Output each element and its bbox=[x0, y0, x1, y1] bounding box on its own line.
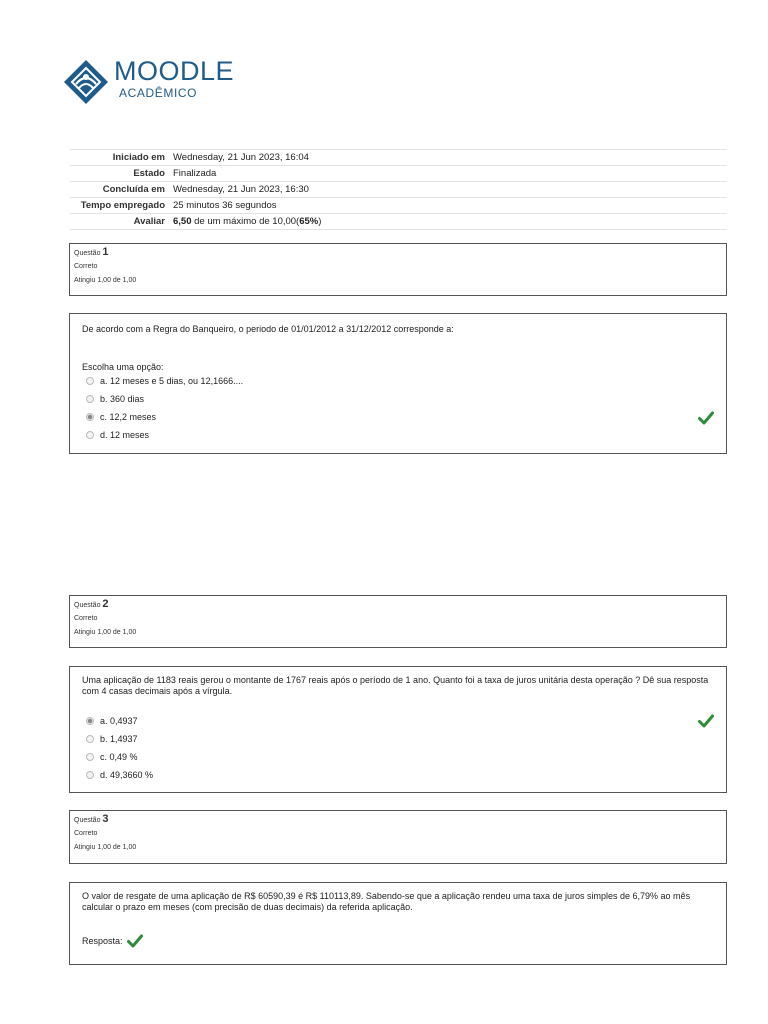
option-label: d. 12 meses bbox=[100, 430, 150, 440]
summary-label: Concluída em bbox=[70, 182, 169, 198]
question-text: Uma aplicação de 1183 reais gerou o montante de 1767 reais após o período de 1 ano. Quanto foi a taxa de juros unitária desta operação ? Dê sua resposta com 4 casas decimais após a vírgula. bbox=[82, 675, 709, 696]
option-label: a. 12 meses e 5 dias, ou 12,1666.... bbox=[100, 376, 244, 386]
logo-subtitle: ACADÊMICO bbox=[119, 86, 198, 100]
summary-row bbox=[70, 166, 727, 182]
question-status: Correto bbox=[74, 830, 98, 837]
answer-option[interactable] bbox=[86, 766, 153, 784]
summary-grade-value bbox=[169, 214, 727, 230]
check-icon bbox=[127, 934, 143, 948]
answer-options bbox=[86, 372, 243, 444]
answer-option[interactable] bbox=[86, 408, 243, 426]
summary-label: Iniciado em bbox=[70, 150, 169, 166]
radio-button-selected[interactable] bbox=[86, 717, 94, 725]
moodle-logo-icon bbox=[62, 58, 110, 106]
question-grade: Atingiu 1,00 de 1,00 bbox=[74, 629, 137, 636]
option-label: d. 49,3660 % bbox=[100, 770, 154, 780]
question-text: O valor de resgate de uma aplicação de R$ 60590,39 é R$ 110113,89. Sabendo-se que a aplicação rendeu uma taxa de juros simples de 6,79% ao mês calcular o prazo em meses (com precisão de duas decimais) da referida aplicação. bbox=[82, 891, 691, 912]
question-grade: Atingiu 1,00 de 1,00 bbox=[74, 277, 137, 284]
question-label: Questão bbox=[74, 817, 101, 824]
radio-button-selected[interactable] bbox=[86, 413, 94, 421]
option-label: a. 0,4937 bbox=[100, 716, 138, 726]
question-1-info bbox=[69, 243, 727, 296]
summary-label: Tempo empregado bbox=[70, 198, 169, 214]
grade-score: 6,50 bbox=[173, 216, 192, 227]
question-number-line bbox=[74, 246, 722, 260]
summary-row bbox=[70, 182, 727, 198]
summary-row bbox=[70, 150, 727, 166]
answer-option[interactable] bbox=[86, 426, 243, 444]
grade-percent: 65% bbox=[299, 216, 319, 227]
radio-button[interactable] bbox=[86, 431, 94, 439]
question-grade: Atingiu 1,00 de 1,00 bbox=[74, 844, 137, 851]
question-label: Questão bbox=[74, 602, 101, 609]
answer-options bbox=[86, 712, 153, 784]
question-number-line bbox=[74, 598, 722, 612]
answer-label: Resposta: bbox=[82, 936, 123, 946]
answer-option[interactable] bbox=[86, 390, 243, 408]
summary-value: Wednesday, 21 Jun 2023, 16:04 bbox=[169, 150, 727, 166]
question-number: 3 bbox=[102, 813, 109, 825]
summary-value: 25 minutos 36 segundos bbox=[169, 198, 727, 214]
radio-button[interactable] bbox=[86, 771, 94, 779]
question-status: Correto bbox=[74, 615, 98, 622]
answer-option[interactable] bbox=[86, 712, 153, 730]
question-3-content bbox=[69, 882, 727, 965]
summary-value: Finalizada bbox=[169, 166, 727, 182]
question-number-line bbox=[74, 813, 722, 827]
summary-row bbox=[70, 198, 727, 214]
radio-button[interactable] bbox=[86, 395, 94, 403]
radio-button[interactable] bbox=[86, 735, 94, 743]
summary-row bbox=[70, 214, 727, 230]
check-icon bbox=[698, 714, 714, 728]
option-label: b. 1,4937 bbox=[100, 734, 138, 744]
check-icon bbox=[698, 411, 714, 425]
summary-value: Wednesday, 21 Jun 2023, 16:30 bbox=[169, 182, 727, 198]
question-2-info bbox=[69, 595, 727, 648]
answer-option[interactable] bbox=[86, 372, 243, 390]
question-status: Correto bbox=[74, 263, 98, 270]
question-label: Questão bbox=[74, 250, 101, 257]
answer-option[interactable] bbox=[86, 730, 153, 748]
question-text: De acordo com a Regra do Banqueiro, o periodo de 01/01/2012 a 31/12/2012 corresponde a: bbox=[82, 324, 454, 334]
radio-button[interactable] bbox=[86, 377, 94, 385]
question-3-info bbox=[69, 810, 727, 864]
logo-title: MOODLE bbox=[114, 56, 235, 86]
summary-label: Estado bbox=[70, 166, 169, 182]
attempt-summary-table bbox=[70, 149, 727, 230]
question-2-content bbox=[69, 666, 727, 793]
grade-max: de um máximo de 10,00( bbox=[191, 216, 300, 227]
question-number: 2 bbox=[102, 598, 109, 610]
option-label: c. 12,2 meses bbox=[100, 412, 157, 422]
summary-label: Avaliar bbox=[70, 214, 169, 230]
answer-row bbox=[82, 934, 143, 948]
option-label: b. 360 dias bbox=[100, 394, 145, 404]
answer-option[interactable] bbox=[86, 748, 153, 766]
question-1-content bbox=[69, 313, 727, 454]
radio-button[interactable] bbox=[86, 753, 94, 761]
choice-prompt: Escolha uma opção: bbox=[82, 362, 164, 372]
grade-close: ) bbox=[318, 216, 322, 227]
question-number: 1 bbox=[102, 246, 109, 258]
option-label: c. 0,49 % bbox=[100, 752, 138, 762]
